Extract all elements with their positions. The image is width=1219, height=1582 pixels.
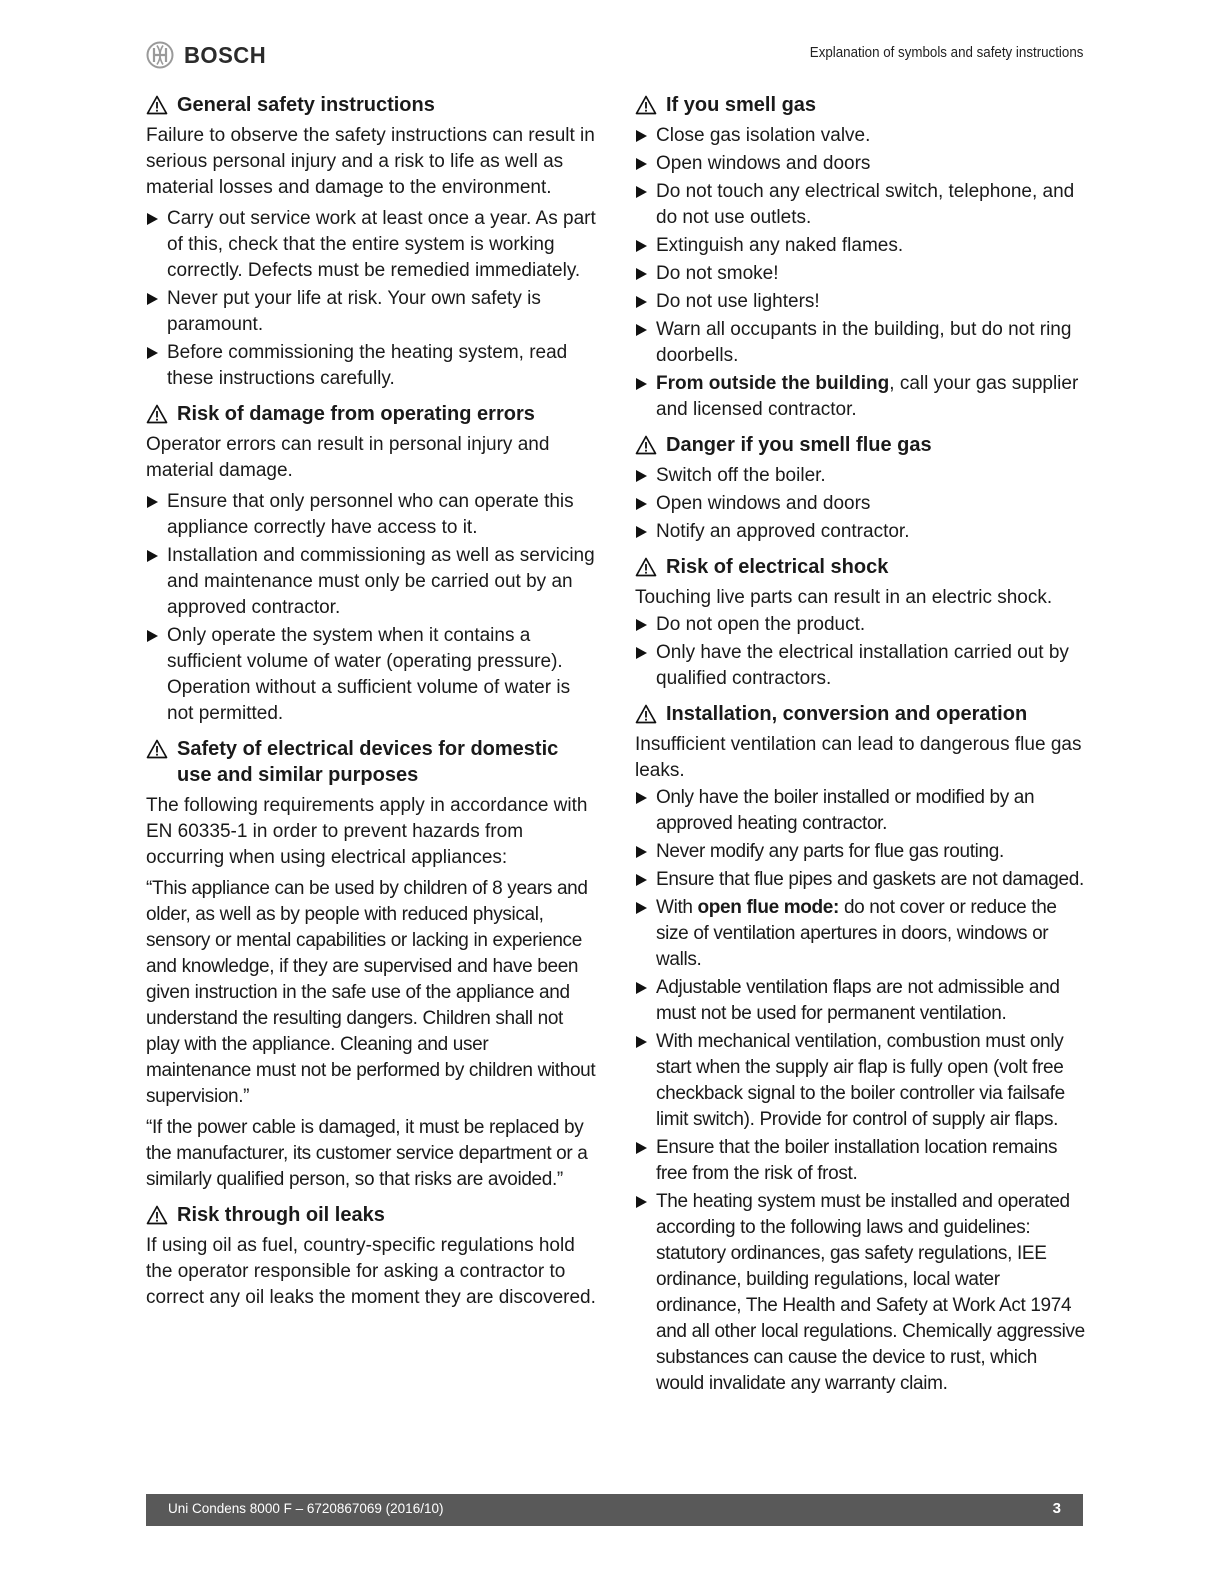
- page-header: [146, 38, 1083, 74]
- bullet-arrow-icon: [636, 186, 647, 198]
- instruction-list: [146, 206, 598, 392]
- quote-power-cable: “If the power cable is damaged, it must be replaced by the manufacturer, its customer service department or a similarly qualified person, so that risks are avoided.”: [146, 1117, 588, 1190]
- section-title: General safety instructions: [177, 94, 435, 116]
- list-item: Do not open the product.: [635, 612, 1087, 638]
- section-heading: [146, 401, 598, 427]
- bullet-arrow-icon: [636, 268, 647, 280]
- section-flue-gas: [635, 432, 1087, 545]
- section-heading: [146, 736, 598, 788]
- warning-triangle-icon: [146, 95, 168, 115]
- section-title: Safety of electrical devices for domestic use and similar purposes: [177, 738, 559, 786]
- section-heading: [146, 1202, 598, 1228]
- list-item: Ensure that the boiler installation location remains free from the risk of frost.: [635, 1135, 1087, 1187]
- list-item: Switch off the boiler.: [635, 463, 1087, 489]
- section-title: If you smell gas: [666, 94, 817, 116]
- bullet-arrow-icon: [636, 1142, 647, 1154]
- left-column: [146, 92, 598, 1320]
- bullet-arrow-icon: [636, 1036, 647, 1048]
- bullet-arrow-icon: [636, 902, 647, 914]
- list-item: Extinguish any naked flames.: [635, 233, 1087, 259]
- warning-triangle-icon: [146, 404, 168, 424]
- section-electrical-shock: [635, 554, 1087, 692]
- section-intro: Operator errors can result in personal injury and material damage.: [146, 434, 550, 481]
- list-item: Only have the boiler installed or modified by an approved heating contractor.: [635, 785, 1087, 837]
- bosch-armature-icon: [146, 41, 174, 69]
- bullet-arrow-icon: [636, 792, 647, 804]
- bullet-arrow-icon: [636, 526, 647, 538]
- section-intro: If using oil as fuel, country-specific regulations hold the operator responsible for asking a contractor to correct any oil leaks the moment they are discovered.: [146, 1235, 596, 1308]
- warning-triangle-icon: [635, 435, 657, 455]
- bullet-arrow-icon: [147, 550, 158, 562]
- section-heading: [635, 432, 1087, 458]
- list-item: Do not use lighters!: [635, 289, 1087, 315]
- list-item: Do not touch any electrical switch, telephone, and do not use outlets.: [635, 179, 1087, 231]
- bullet-arrow-icon: [636, 470, 647, 482]
- bullet-arrow-icon: [636, 324, 647, 336]
- bullet-arrow-icon: [147, 293, 158, 305]
- list-item: With open flue mode: do not cover or reduce the size of ventilation apertures in doors, windows or walls.: [635, 895, 1087, 973]
- bullet-arrow-icon: [636, 619, 647, 631]
- section-oil-leaks: [146, 1202, 598, 1311]
- bullet-arrow-icon: [636, 158, 647, 170]
- bullet-arrow-icon: [147, 347, 158, 359]
- section-general-safety: [146, 92, 598, 392]
- right-column: [635, 92, 1087, 1406]
- section-operating-errors: [146, 401, 598, 727]
- chapter-title: Explanation of symbols and safety instructions: [809, 45, 1083, 61]
- instruction-list: [635, 463, 1087, 545]
- list-item: The heating system must be installed and operated according to the following laws and guidelines: statutory ordinances, gas safety regulations, IEE ordinance, building regulations, local water ordinance, The Health and Safety at Work Act 1974 and all other local regulations. Chemically aggressive substances can cause the device to rust, which would invalidate any warranty claim.: [635, 1189, 1087, 1397]
- list-item: Open windows and doors: [635, 491, 1087, 517]
- bullet-arrow-icon: [147, 213, 158, 225]
- instruction-list: [635, 123, 1087, 423]
- bullet-arrow-icon: [636, 647, 647, 659]
- warning-triangle-icon: [635, 704, 657, 724]
- list-item: With mechanical ventilation, combustion must only start when the supply air flap is fully open (volt free checkback signal to the boiler controller via failsafe limit switch). Provide for control of supply air flaps.: [635, 1029, 1087, 1133]
- bullet-arrow-icon: [636, 498, 647, 510]
- bullet-arrow-icon: [636, 240, 647, 252]
- section-smell-gas: [635, 92, 1087, 423]
- warning-triangle-icon: [635, 557, 657, 577]
- list-item: Only have the electrical installation carried out by qualified contractors.: [635, 640, 1087, 692]
- section-intro: Insufficient ventilation can lead to dangerous flue gas leaks.: [635, 734, 1082, 781]
- bullet-arrow-icon: [147, 496, 158, 508]
- bullet-arrow-icon: [636, 982, 647, 994]
- page-number: 3: [1052, 1500, 1061, 1517]
- brand-logo: [146, 41, 270, 69]
- list-item: Do not smoke!: [635, 261, 1087, 287]
- section-heading: [635, 92, 1087, 118]
- list-item: Adjustable ventilation flaps are not admissible and must not be used for permanent ventilation.: [635, 975, 1087, 1027]
- warning-triangle-icon: [146, 739, 168, 759]
- list-item: Ensure that flue pipes and gaskets are not damaged.: [635, 867, 1087, 893]
- bullet-arrow-icon: [636, 130, 647, 142]
- bullet-arrow-icon: [636, 874, 647, 886]
- bullet-arrow-icon: [636, 1196, 647, 1208]
- section-title: Risk through oil leaks: [177, 1204, 385, 1226]
- section-heading: [635, 554, 1087, 580]
- bullet-arrow-icon: [636, 378, 647, 390]
- list-item: Only operate the system when it contains a sufficient volume of water (operating pressure). Operation without a sufficient volume of water is not permitted.: [146, 623, 598, 727]
- list-item: Notify an approved contractor.: [635, 519, 1087, 545]
- section-intro: Touching live parts can result in an electric shock.: [635, 587, 1053, 608]
- list-item: Ensure that only personnel who can operate this appliance correctly have access to it.: [146, 489, 598, 541]
- bullet-arrow-icon: [147, 630, 158, 642]
- bullet-arrow-icon: [636, 296, 647, 308]
- warning-triangle-icon: [146, 1205, 168, 1225]
- list-item: Before commissioning the heating system, read these instructions carefully.: [146, 340, 598, 392]
- section-intro: Failure to observe the safety instructions can result in serious personal injury and a risk to life as well as material losses and damage to the environment.: [146, 125, 595, 198]
- document-reference: Uni Condens 8000 F – 6720867069 (2016/10): [168, 1501, 444, 1516]
- list-item: Never put your life at risk. Your own safety is paramount.: [146, 286, 598, 338]
- warning-triangle-icon: [635, 95, 657, 115]
- section-title: Risk of damage from operating errors: [177, 403, 535, 425]
- instruction-list: [146, 489, 598, 727]
- section-title: Risk of electrical shock: [666, 556, 889, 578]
- list-item: Never modify any parts for flue gas routing.: [635, 839, 1087, 865]
- section-heading: [146, 92, 598, 118]
- quote-children: “This appliance can be used by children of 8 years and older, as well as by people with reduced physical, sensory or mental capabilities or lacking in experience and knowledge, if they are supervised and have been given instruction in the safe use of the appliance and understand the resulting dangers. Children shall not play with the appliance. Cleaning and user maintenance must not be performed by children without supervision.”: [146, 878, 596, 1107]
- list-item: Installation and commissioning as well as servicing and maintenance must only be carried out by an approved contractor.: [146, 543, 598, 621]
- list-item: Close gas isolation valve.: [635, 123, 1087, 149]
- list-item: Carry out service work at least once a year. As part of this, check that the entire system is working correctly. Defects must be remedied immediately.: [146, 206, 598, 284]
- list-item: Open windows and doors: [635, 151, 1087, 177]
- brand-name: BOSCH: [184, 41, 267, 68]
- instruction-list: [635, 612, 1087, 692]
- section-title: Installation, conversion and operation: [666, 703, 1028, 725]
- section-heading: [635, 701, 1087, 727]
- section-intro: The following requirements apply in accordance with EN 60335-1 in order to prevent hazards from occurring when using electrical appliances:: [146, 795, 588, 868]
- bullet-arrow-icon: [636, 846, 647, 858]
- instruction-list: [635, 785, 1087, 1397]
- page-footer: [146, 1494, 1083, 1526]
- section-installation: [635, 701, 1087, 1397]
- list-item: Warn all occupants in the building, but do not ring doorbells.: [635, 317, 1087, 369]
- section-title: Danger if you smell flue gas: [666, 434, 932, 456]
- section-electrical-devices: [146, 736, 598, 1193]
- list-item: From outside the building, call your gas supplier and licensed contractor.: [635, 371, 1087, 423]
